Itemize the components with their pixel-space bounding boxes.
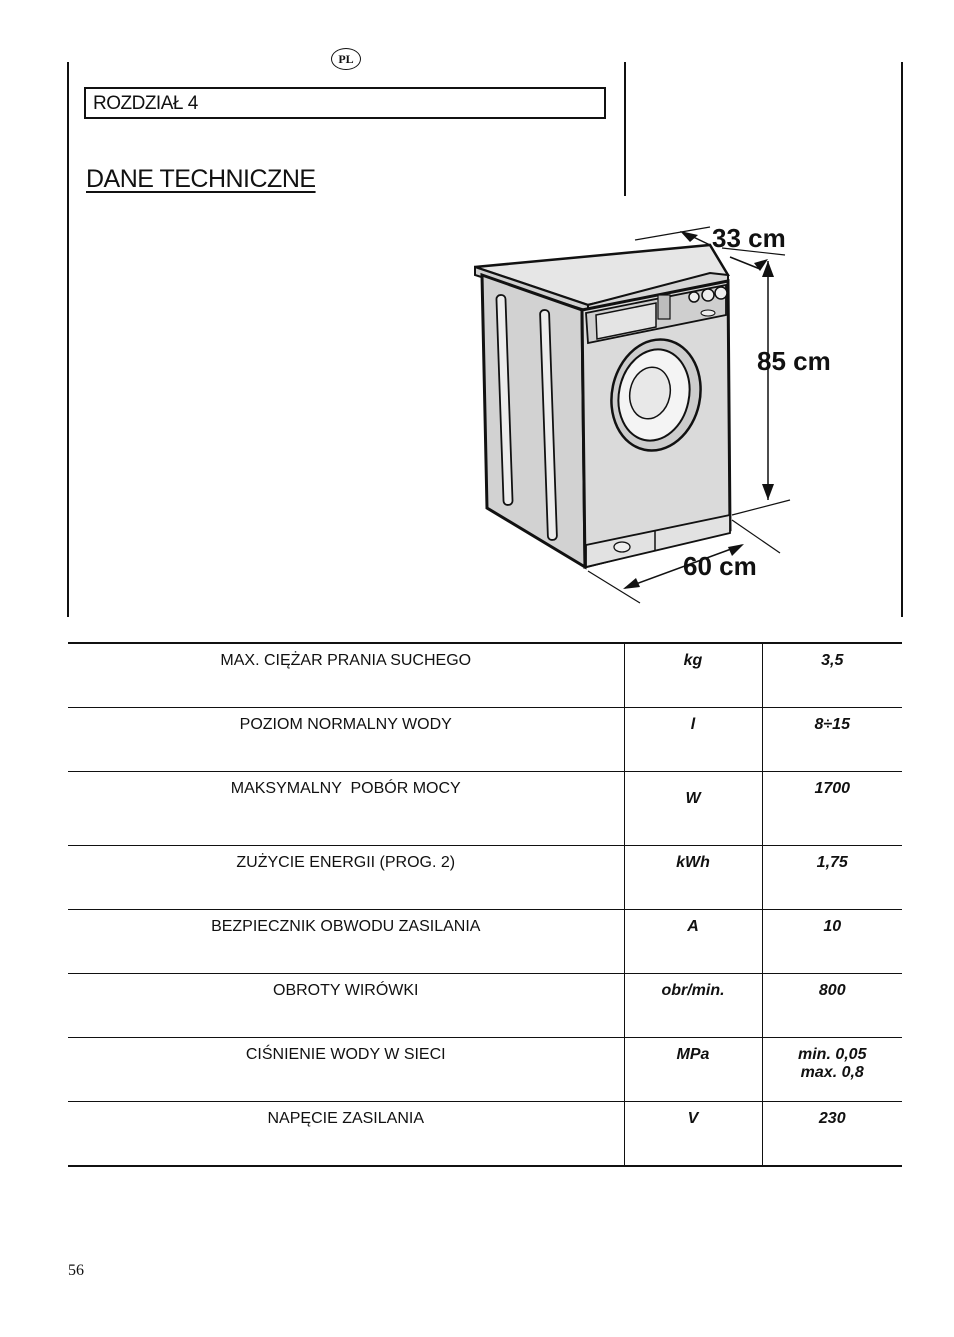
- technical-data-table: [68, 642, 902, 1167]
- spec-value: 1700: [762, 772, 902, 846]
- spec-unit: kWh: [624, 846, 762, 910]
- spec-label: OBROTY WIRÓWKI: [68, 974, 624, 1038]
- spec-label: CIŚNIENIE WODY W SIECI: [68, 1038, 624, 1102]
- spec-label: BEZPIECZNIK OBWODU ZASILANIA: [68, 910, 624, 974]
- spec-value: min. 0,05 max. 0,8: [762, 1038, 902, 1102]
- height-dimension-label: 85 cm: [757, 346, 831, 376]
- spec-value: 10: [762, 910, 902, 974]
- chapter-heading: ROZDZIAŁ 4: [84, 87, 606, 119]
- table-row: [68, 643, 902, 708]
- spec-value: 3,5: [762, 643, 902, 708]
- spec-value: 8÷15: [762, 708, 902, 772]
- spec-value: 800: [762, 974, 902, 1038]
- page-title: DANE TECHNICZNE: [86, 165, 316, 193]
- table-row: [68, 1038, 902, 1102]
- table-row: [68, 772, 902, 846]
- washing-machine-illustration: [460, 215, 860, 610]
- spec-unit: l: [624, 708, 762, 772]
- spec-label: NAPĘCIE ZASILANIA: [68, 1102, 624, 1167]
- frame-left-line: [67, 62, 69, 617]
- spec-unit: V: [624, 1102, 762, 1167]
- language-badge: PL: [331, 48, 361, 70]
- spec-label: POZIOM NORMALNY WODY: [68, 708, 624, 772]
- spec-unit: MPa: [624, 1038, 762, 1102]
- spec-unit: A: [624, 910, 762, 974]
- table-row: [68, 846, 902, 910]
- spec-label: ZUŻYCIE ENERGII (PROG. 2): [68, 846, 624, 910]
- spec-unit: obr/min.: [624, 974, 762, 1038]
- table-row: [68, 974, 902, 1038]
- frame-right-line: [901, 62, 903, 617]
- spec-label: MAX. CIĘŻAR PRANIA SUCHEGO: [68, 643, 624, 708]
- spec-value: 1,75: [762, 846, 902, 910]
- table-row: [68, 708, 902, 772]
- spec-unit: W: [624, 772, 762, 846]
- frame-middle-line: [624, 62, 626, 196]
- spec-value: 230: [762, 1102, 902, 1167]
- spec-unit: kg: [624, 643, 762, 708]
- washing-machine-figure: [460, 215, 860, 610]
- table-row: [68, 910, 902, 974]
- depth-dimension-label: 33 cm: [712, 223, 786, 253]
- table-row: [68, 1102, 902, 1167]
- width-dimension-label: 60 cm: [683, 551, 757, 581]
- spec-label: MAKSYMALNY POBÓR MOCY: [68, 772, 624, 846]
- page-number: 56: [68, 1262, 84, 1279]
